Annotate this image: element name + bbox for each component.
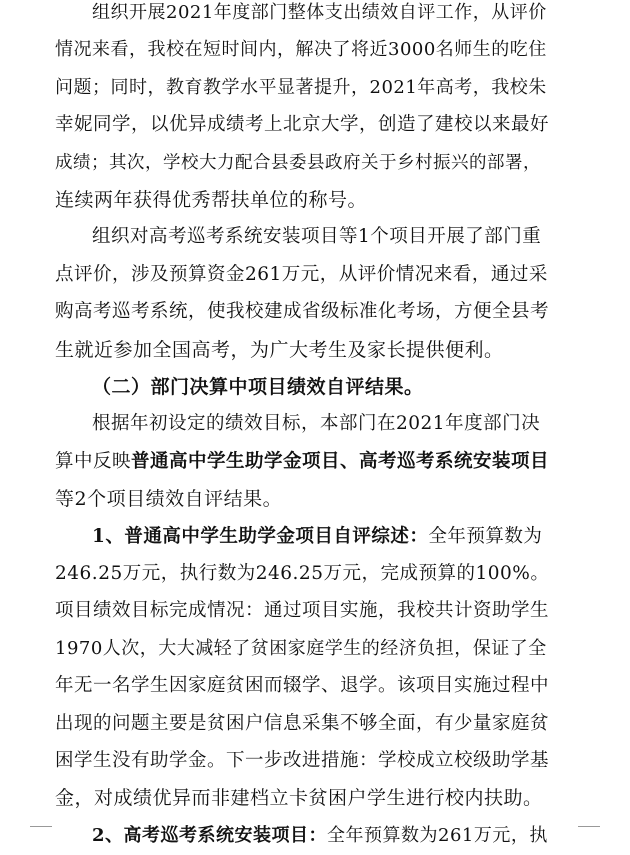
paragraph-4-line-5: 年无一名学生因家庭贫困而辍学、退学。该项目实施过程中 xyxy=(55,675,550,697)
project-2-title: 2、高考巡考系统安装项目： xyxy=(92,824,328,846)
paragraph-4-line-4: 1970人次，大大减轻了贫困家庭学生的经济负担，保证了全 xyxy=(55,637,547,659)
paragraph-3-line-3: 等2个项目绩效自评结果。 xyxy=(55,488,283,511)
paragraph-2-line-1: 组织对高考巡考系统安装项目等1个项目开展了部门重 xyxy=(92,226,542,248)
page-corner-mark-right xyxy=(578,826,600,827)
paragraph-1-line-5: 成绩；其次，学校大力配合县委县政府关于乡村振兴的部署， xyxy=(55,152,541,173)
project-1-budget-text: 全年预算数为 xyxy=(428,525,543,547)
page-corner-mark-left xyxy=(30,826,52,827)
paragraph-3-line-2 xyxy=(55,443,550,481)
paragraph-4-line-3: 项目绩效目标完成情况：通过项目实施，我校共计资助学生 xyxy=(55,600,550,622)
paragraph-1-line-2: 情况来看，我校在短时间内，解决了将近3000名师生的吃住 xyxy=(55,39,547,61)
paragraph-1-line-6: 连续两年获得优秀帮扶单位的称号。 xyxy=(55,189,368,211)
paragraph-1-line-1: 组织开展2021年度部门整体支出绩效自评工作，从评价 xyxy=(92,2,547,23)
paragraph-2-line-2: 点评价，涉及预算资金261万元，从评价情况来看，通过采 xyxy=(55,263,548,285)
paragraph-2-line-3: 购高考巡考系统，使我校建成省级标准化考场，方便全县考 xyxy=(55,301,550,323)
project-1-title: 1、普通高中学生助学金项目自评综述： xyxy=(92,525,429,547)
paragraph-4-line-8: 金，对成绩优异而非建档立卡贫困户学生进行校内扶助。 xyxy=(55,787,543,810)
paragraph-2-line-4: 生就近参加全国高考，为广大考生及家长提供便利。 xyxy=(55,338,504,361)
section-heading: （二）部门决算中项目绩效自评结果。 xyxy=(92,376,424,398)
paragraph-3-line-1: 根据年初设定的绩效目标，本部门在2021年度部门决 xyxy=(92,413,541,435)
paragraph-3-line-2-text: 算中反映 xyxy=(55,450,132,472)
paragraph-1-line-3: 问题；同时，教育教学水平显著提升，2021年高考，我校朱 xyxy=(55,76,547,98)
paragraph-4-line-7: 困学生没有助学金。下一步改进措施：学校成立校级助学基 xyxy=(55,750,550,771)
paragraph-1-line-4: 幸妮同学，以优异成绩考上北京大学，创造了建校以来最好 xyxy=(55,114,550,136)
paragraph-4-line-2: 246.25万元，执行数为246.25万元，完成预算的100%。 xyxy=(55,563,550,584)
paragraph-4-line-6: 出现的问题主要是贫困户信息采集不够全面，有少量家庭贫 xyxy=(55,712,550,734)
project-2-budget-text: 全年预算数为261万元，执 xyxy=(327,824,548,846)
paragraph-5-line-1 xyxy=(92,817,550,855)
paragraph-4-line-1 xyxy=(92,518,550,556)
project-names-bold: 普通高中学生助学金项目、高考巡考系统安装项目 xyxy=(131,450,550,472)
